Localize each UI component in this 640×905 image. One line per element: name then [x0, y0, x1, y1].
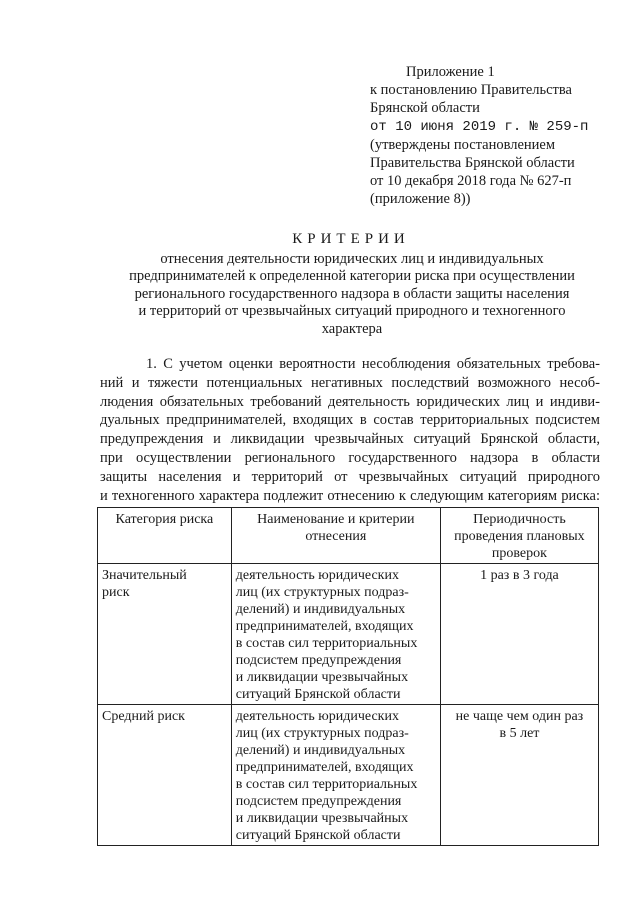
category-line: Средний риск: [102, 709, 185, 724]
periodicity-line: в 5 лет: [499, 726, 540, 741]
cell-category: [98, 705, 232, 846]
paragraph-line: защиты населения и территорий от чрезвычайных ситуаций природного: [100, 468, 600, 485]
body-paragraph: [100, 355, 600, 505]
criteria-line: подсистем предупреждения: [235, 653, 402, 668]
criteria-line: подсистем предупреждения: [235, 794, 402, 809]
criteria-line: предпринимателей, входящих: [235, 619, 414, 634]
appendix-line: Приложение 1: [406, 64, 495, 80]
periodicity-line: 1 раз в 3 года: [480, 568, 559, 583]
header-criteria-line: отнесения: [305, 529, 367, 544]
appendix-header: [370, 63, 630, 208]
subtitle-line: и территорий от чрезвычайных ситуаций природного и техногенного: [138, 303, 566, 320]
subtitle-line: предпринимателей к определенной категории риска при осуществлении: [129, 268, 575, 285]
appendix-line: Правительства Брянской области: [370, 155, 575, 171]
appendix-date-line: от 10 июня 2019 г. № 259-п: [370, 119, 589, 135]
appendix-line: Брянской области: [370, 100, 480, 116]
cell-periodicity: [440, 564, 598, 705]
cell-criteria: [231, 705, 440, 846]
document-title: КРИТЕРИИ: [292, 231, 410, 247]
criteria-line: в состав сил территориальных: [235, 636, 418, 651]
header-category: [98, 508, 232, 564]
paragraph-line: и техногенного характера подлежит отнесению к следующим категориям риска:: [100, 487, 600, 504]
appendix-line: от 10 декабря 2018 года № 627-п: [370, 173, 572, 189]
paragraph-line: дуальных предпринимателей, входящих в состав территориальных подсистем: [100, 412, 600, 429]
paragraph-line: при осуществлении регионального государственного надзора в области: [100, 449, 600, 466]
header-periodicity: [440, 508, 598, 564]
criteria-line: лиц (их структурных подраз-: [235, 726, 409, 741]
table-row: [98, 705, 599, 846]
criteria-line: и ликвидации чрезвычайных: [235, 670, 409, 685]
criteria-line: ситуаций Брянской области: [235, 687, 401, 702]
paragraph-line: 1. С учетом оценки вероятности несоблюдения обязательных требова-: [146, 356, 600, 372]
criteria-line: и ликвидации чрезвычайных: [235, 811, 409, 826]
header-criteria-line: Наименование и критерии: [257, 512, 415, 527]
criteria-line: предпринимателей, входящих: [235, 760, 414, 775]
table-row: [98, 564, 599, 705]
criteria-line: делений) и индивидуальных: [235, 743, 406, 758]
criteria-line: деятельность юридических: [235, 568, 399, 583]
cell-criteria: [231, 564, 440, 705]
subtitle-line: характера: [321, 320, 383, 337]
risk-criteria-table: [97, 507, 599, 846]
appendix-line: к постановлению Правительства: [370, 82, 572, 98]
criteria-line: в состав сил территориальных: [235, 777, 418, 792]
paragraph-line: людения обязательных требований деятельность юридических лиц и индиви-: [100, 393, 600, 410]
category-line: Значительный: [102, 568, 187, 583]
cell-category: [98, 564, 232, 705]
header-criteria: [231, 508, 440, 564]
paragraph-line: ний и тяжести потенциальных негативных последствий возможного несоб-: [100, 374, 600, 391]
criteria-line: делений) и индивидуальных: [235, 602, 406, 617]
criteria-line: ситуаций Брянской области: [235, 828, 401, 843]
document-subtitle: [112, 251, 592, 338]
subtitle-line: регионального государственного надзора в области защиты населения: [134, 285, 570, 302]
cell-periodicity: [440, 705, 598, 846]
header-periodicity-line: проведения плановых: [454, 529, 585, 544]
appendix-line: (утверждены постановлением: [370, 137, 556, 153]
header-category-label: Категория риска: [115, 512, 214, 527]
paragraph-line: предупреждения и ликвидации чрезвычайных ситуаций Брянской области,: [100, 431, 600, 448]
subtitle-line: отнесения деятельности юридических лиц и индивидуальных: [160, 251, 544, 267]
appendix-line: (приложение 8)): [370, 191, 471, 207]
criteria-line: деятельность юридических: [235, 709, 399, 724]
criteria-line: лиц (их структурных подраз-: [235, 585, 409, 600]
category-line: риск: [102, 585, 130, 600]
periodicity-line: не чаще чем один раз: [455, 709, 584, 724]
table-header-row: [98, 508, 599, 564]
header-periodicity-line: Периодичность: [473, 512, 566, 527]
header-periodicity-line: проверок: [491, 546, 547, 561]
